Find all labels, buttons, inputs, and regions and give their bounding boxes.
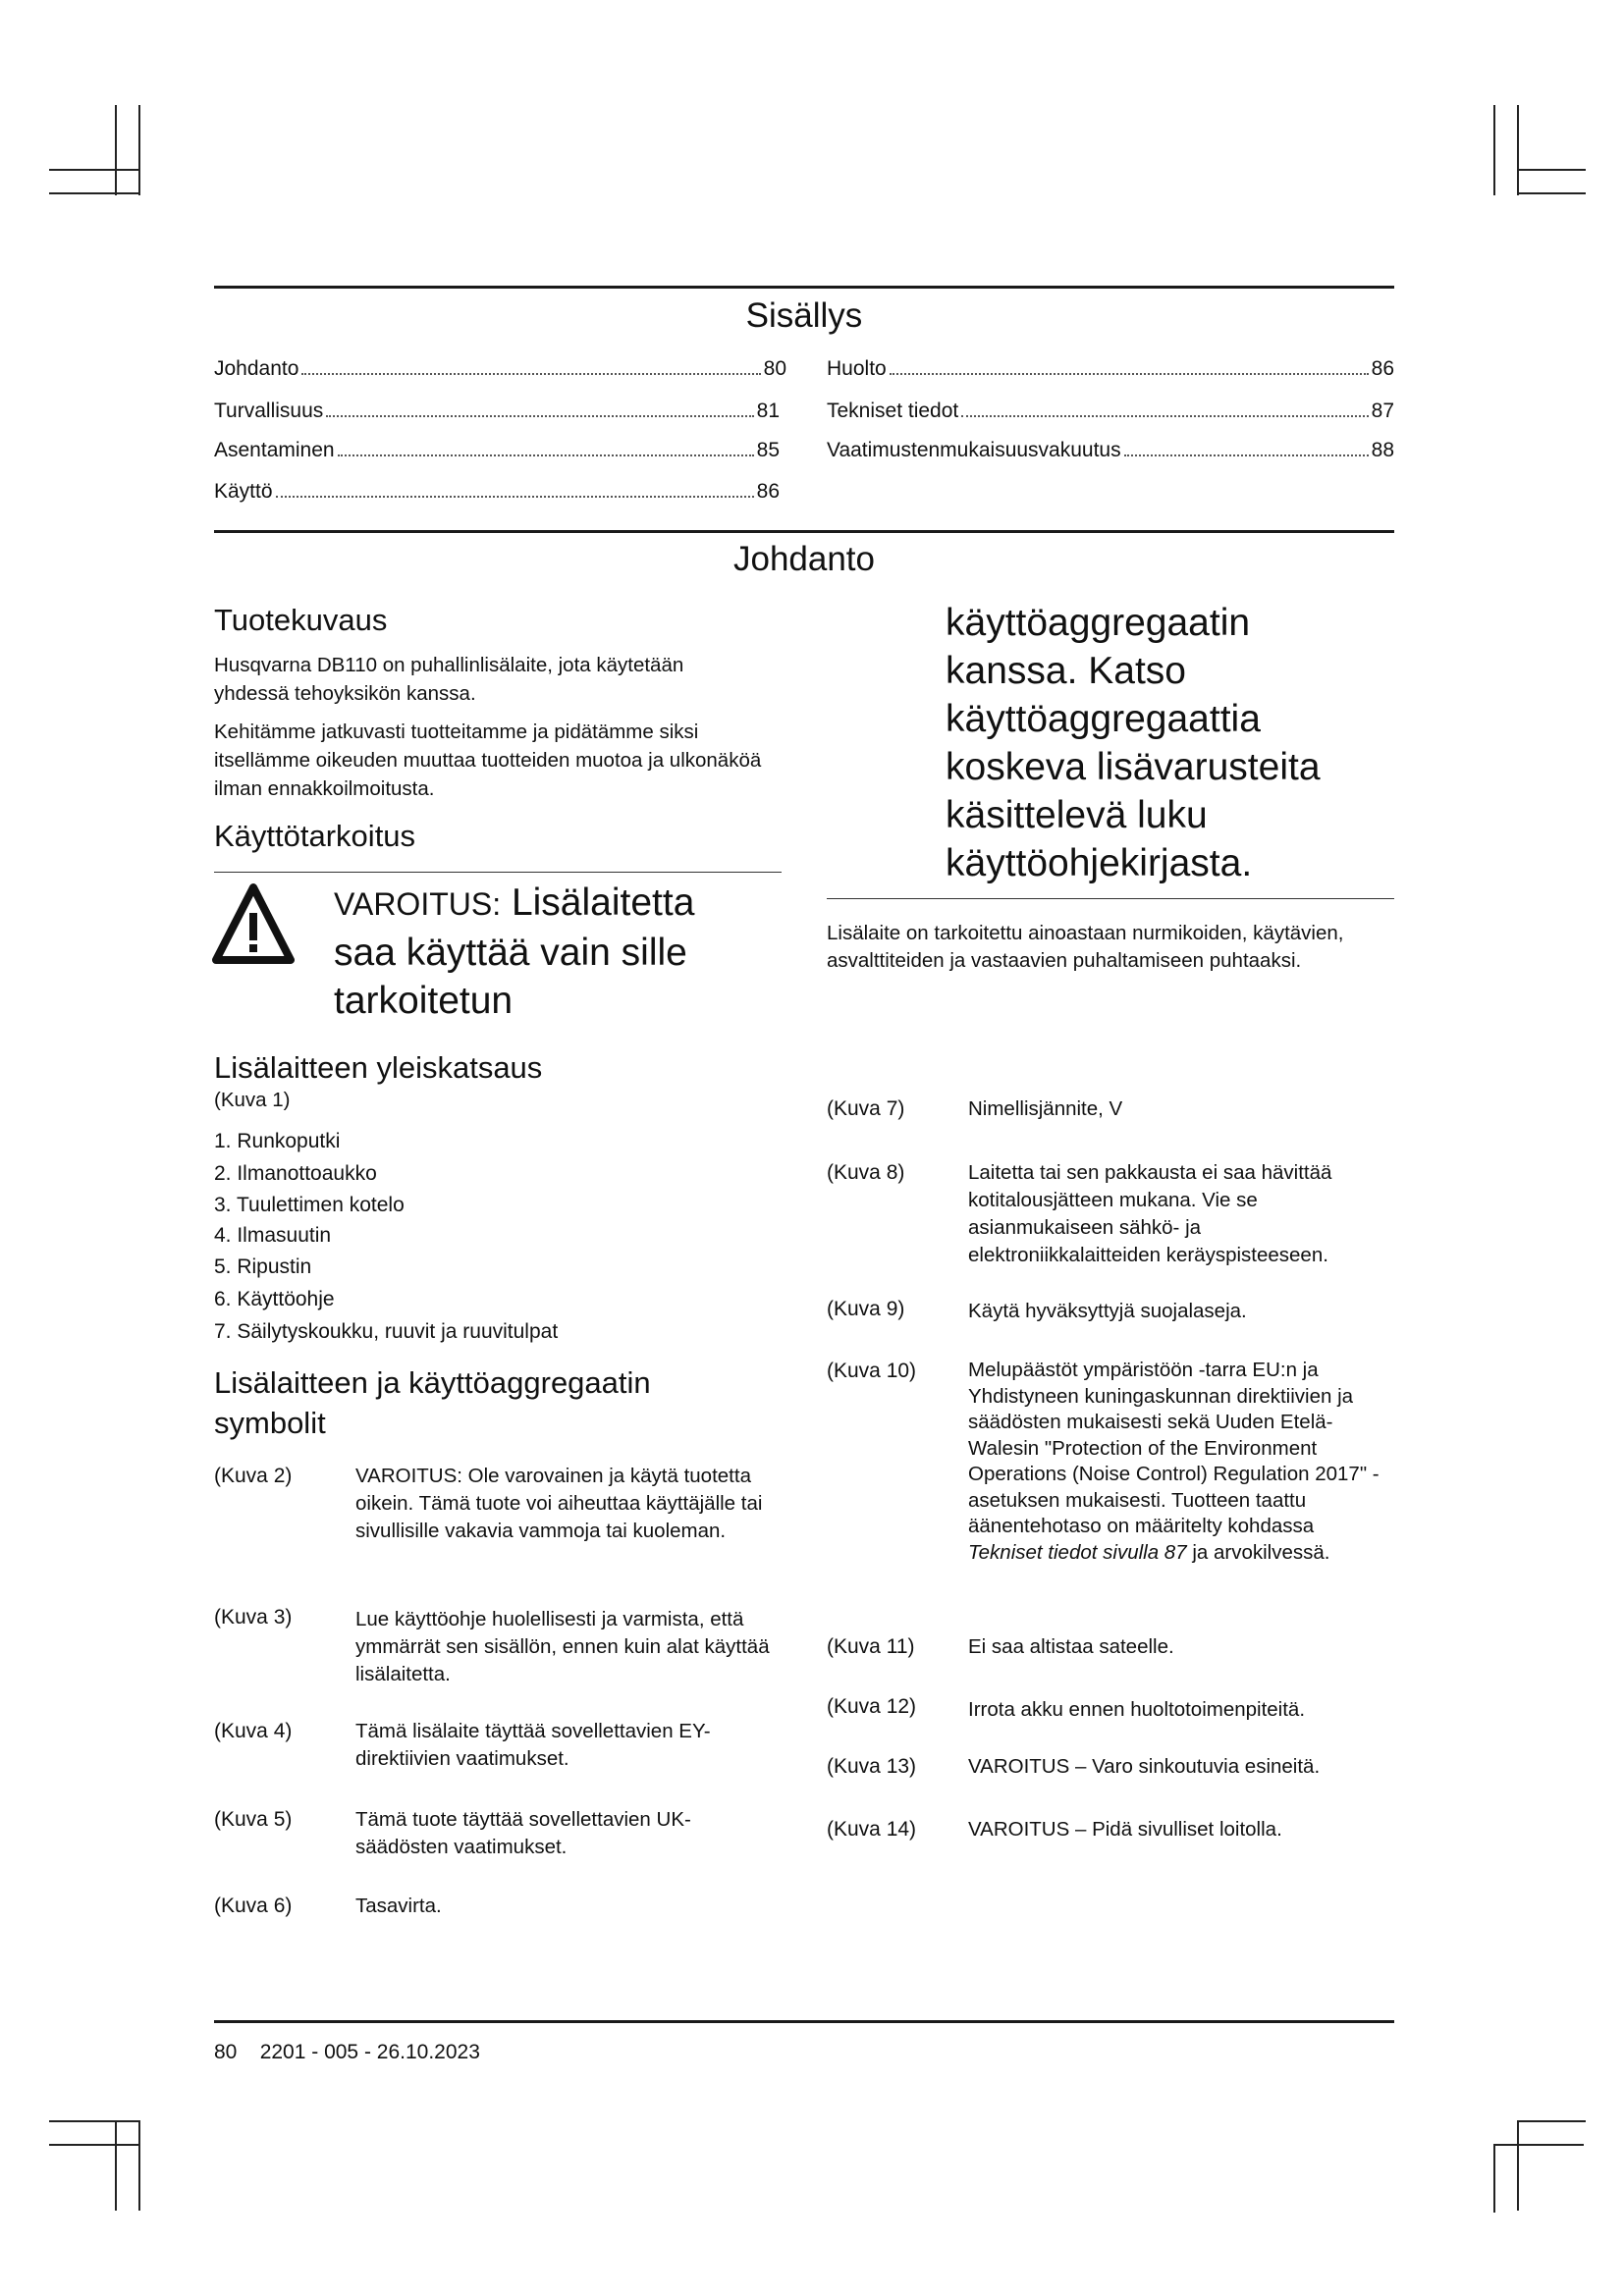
symbol-ref: (Kuva 6) bbox=[214, 1895, 293, 1917]
crop-mark-top-left bbox=[138, 105, 140, 195]
toc-entry-label: Turvallisuus bbox=[214, 400, 324, 422]
symbol-text: Tämä tuote täyttää sovellettavien UK-säädösten vaatimukset. bbox=[355, 1808, 691, 1858]
symbol-text: Lue käyttöohje huolellisesti ja varmista, että ymmärrät sen sisällön, ennen kuin alat käyttää lisälaitetta. bbox=[355, 1608, 770, 1685]
toc-leader bbox=[961, 414, 1368, 417]
toc-leader bbox=[1124, 454, 1369, 456]
crop-mark-bottom-right bbox=[1517, 2120, 1586, 2122]
toc-leader bbox=[890, 372, 1369, 375]
overview-item: 3. Tuulettimen kotelo bbox=[214, 1194, 405, 1216]
crop-mark-bottom-right bbox=[1493, 2144, 1495, 2213]
symbol-text bbox=[968, 1358, 1390, 1566]
symbols-heading: Lisälaitteen ja käyttöaggregaatin symbolit bbox=[214, 1365, 651, 1440]
symbol-text: Tämä lisälaite täyttää sovellettavien EY-direktiivien vaatimukset. bbox=[355, 1720, 711, 1770]
crop-mark-bottom-left bbox=[49, 2120, 139, 2122]
overview-heading: Lisälaitteen yleiskatsaus bbox=[214, 1050, 543, 1085]
section-top-rule bbox=[214, 530, 1394, 533]
toc-entry[interactable] bbox=[827, 437, 1394, 464]
footer-rule bbox=[214, 2020, 1394, 2023]
crop-mark-top-right bbox=[1517, 105, 1519, 195]
overview-item: 6. Käyttöohje bbox=[214, 1288, 335, 1310]
crop-mark-bottom-right bbox=[1517, 2120, 1519, 2211]
symbol-ref: (Kuva 3) bbox=[214, 1606, 293, 1629]
toc-entry[interactable] bbox=[827, 398, 1394, 425]
description-paragraph: Kehitämme jatkuvasti tuotteitamme ja pidätämme siksi itsellämme oikeuden muuttaa tuotteiden muotoa ja ulkonäköä ilman ennakkoilmoitusta. bbox=[214, 721, 762, 800]
symbol-text-main: Melupäästöt ympäristöön -tarra EU:n ja Yhdistyneen kuningaskunnan direktiivien ja säädösten mukaisesti sekä Uuden Etelä-Walesin "Protection of the Environment Operations (Noise Control) Regulation 2017" -asetuksen mukaisesti. Tuotteen taattu äänentehotaso on määritelty kohdassa bbox=[968, 1359, 1380, 1537]
warning-label: VAROITUS: bbox=[334, 886, 502, 922]
crop-mark-top-left bbox=[49, 192, 139, 194]
overview-item: 4. Ilmasuutin bbox=[214, 1224, 332, 1247]
warning-text-left: Lisälaitetta saa käyttää vain sille tarkoitetun bbox=[334, 881, 695, 1022]
toc-leader bbox=[276, 495, 754, 498]
symbol-text: Laitetta tai sen pakkausta ei saa hävittää kotitalousjätteen mukana. Vie se asianmukaiseen sähkö- ja elektroniikkalaitteiden keräyspisteeseen. bbox=[968, 1161, 1332, 1266]
overview-item: 7. Säilytyskoukku, ruuvit ja ruuvitulpat bbox=[214, 1320, 559, 1343]
toc-top-rule bbox=[214, 286, 1394, 289]
cross-reference-link[interactable]: Tekniset tiedot sivulla 87 bbox=[968, 1540, 1187, 1564]
intended-use-heading: Käyttötarkoitus bbox=[214, 819, 416, 853]
description-paragraph: Husqvarna DB110 on puhallinlisälaite, jota käytetään yhdessä tehoyksikön kanssa. bbox=[214, 654, 684, 705]
symbol-text: Nimellisjännite, V bbox=[968, 1097, 1123, 1120]
symbol-text-tail: ja arvokilvessä. bbox=[1192, 1540, 1330, 1564]
toc-leader bbox=[326, 414, 753, 417]
symbol-ref: (Kuva 7) bbox=[827, 1097, 905, 1120]
toc-entry[interactable] bbox=[214, 437, 780, 464]
crop-mark-top-right bbox=[1493, 105, 1495, 195]
symbol-ref: (Kuva 9) bbox=[827, 1298, 905, 1320]
description-heading: Tuotekuvaus bbox=[214, 603, 388, 637]
toc-leader bbox=[301, 372, 760, 375]
crop-mark-bottom-left bbox=[138, 2120, 140, 2211]
crop-mark-bottom-left bbox=[49, 2144, 139, 2146]
page-footer: 80 2201 - 005 - 26.10.2023 bbox=[214, 2041, 480, 2063]
toc-leader bbox=[338, 454, 754, 456]
symbol-text: Irrota akku ennen huoltotoimenpiteitä. bbox=[968, 1698, 1306, 1721]
warning-top-rule bbox=[214, 872, 782, 873]
toc-entry-page: 87 bbox=[1371, 400, 1394, 422]
crop-mark-top-left bbox=[115, 105, 117, 195]
symbol-ref: (Kuva 10) bbox=[827, 1360, 917, 1382]
warning-text-right: käyttöaggregaatin kanssa. Katso käyttöaggregaattia koskeva lisävarusteita käsittelevä luku käyttöohjekirjasta. bbox=[946, 602, 1321, 884]
overview-item: 5. Ripustin bbox=[214, 1255, 312, 1278]
toc-entry[interactable] bbox=[214, 478, 780, 506]
toc-entry[interactable] bbox=[827, 355, 1394, 383]
symbol-ref: (Kuva 8) bbox=[827, 1161, 905, 1184]
symbol-ref: (Kuva 5) bbox=[214, 1808, 293, 1831]
symbol-ref: (Kuva 14) bbox=[827, 1818, 917, 1841]
intended-use-paragraph: Lisälaite on tarkoitettu ainoastaan nurmikoiden, käytävien, asvalttiteiden ja vastaavien puhaltamiseen puhtaaksi. bbox=[827, 922, 1344, 972]
symbol-ref: (Kuva 12) bbox=[827, 1695, 917, 1718]
toc-entry-page: 86 bbox=[1371, 357, 1394, 380]
toc-entry-page: 81 bbox=[756, 400, 780, 422]
symbol-text: Ei saa altistaa sateelle. bbox=[968, 1635, 1174, 1658]
toc-entry-label: Asentaminen bbox=[214, 439, 335, 461]
toc-entry-page: 85 bbox=[756, 439, 780, 461]
toc-title: Sisällys bbox=[745, 296, 863, 335]
toc-entry-label: Käyttö bbox=[214, 480, 273, 503]
symbol-text: VAROITUS – Pidä sivulliset loitolla. bbox=[968, 1818, 1282, 1841]
overview-item: 1. Runkoputki bbox=[214, 1130, 341, 1152]
section-title: Johdanto bbox=[732, 540, 876, 578]
toc-entry[interactable] bbox=[214, 355, 786, 383]
symbol-text: VAROITUS: Ole varovainen ja käytä tuotetta oikein. Tämä tuote voi aiheuttaa käyttäjälle tai sivullisille vakavia vammoja tai kuoleman. bbox=[355, 1465, 763, 1542]
symbol-text: VAROITUS – Varo sinkoutuvia esineitä. bbox=[968, 1755, 1321, 1778]
symbol-text: Tasavirta. bbox=[355, 1895, 442, 1917]
symbol-ref: (Kuva 4) bbox=[214, 1720, 293, 1742]
crop-mark-bottom-left bbox=[115, 2120, 117, 2211]
symbol-ref: (Kuva 11) bbox=[827, 1635, 915, 1658]
toc-entry-label: Tekniset tiedot bbox=[827, 400, 959, 422]
warning-triangle-icon bbox=[212, 881, 295, 968]
warning-bottom-rule bbox=[827, 898, 1394, 899]
crop-mark-top-left bbox=[49, 169, 139, 171]
toc-entry[interactable] bbox=[214, 398, 780, 425]
symbol-text: Käytä hyväksyttyjä suojalaseja. bbox=[968, 1300, 1247, 1322]
symbol-ref: (Kuva 2) bbox=[214, 1465, 293, 1487]
toc-entry-label: Vaatimustenmukaisuusvakuutus bbox=[827, 439, 1121, 461]
toc-entry-label: Johdanto bbox=[214, 357, 299, 380]
toc-entry-page: 80 bbox=[763, 357, 786, 380]
toc-entry-label: Huolto bbox=[827, 357, 887, 380]
warning-text bbox=[334, 879, 766, 1025]
overview-item: 2. Ilmanottoaukko bbox=[214, 1162, 377, 1185]
toc-entry-page: 86 bbox=[756, 480, 780, 503]
crop-mark-bottom-right bbox=[1493, 2144, 1584, 2146]
overview-figure-ref: (Kuva 1) bbox=[214, 1089, 291, 1111]
toc-entry-page: 88 bbox=[1371, 439, 1394, 461]
symbol-ref: (Kuva 13) bbox=[827, 1755, 917, 1778]
crop-mark-top-right bbox=[1517, 192, 1586, 194]
crop-mark-top-right bbox=[1517, 169, 1586, 171]
